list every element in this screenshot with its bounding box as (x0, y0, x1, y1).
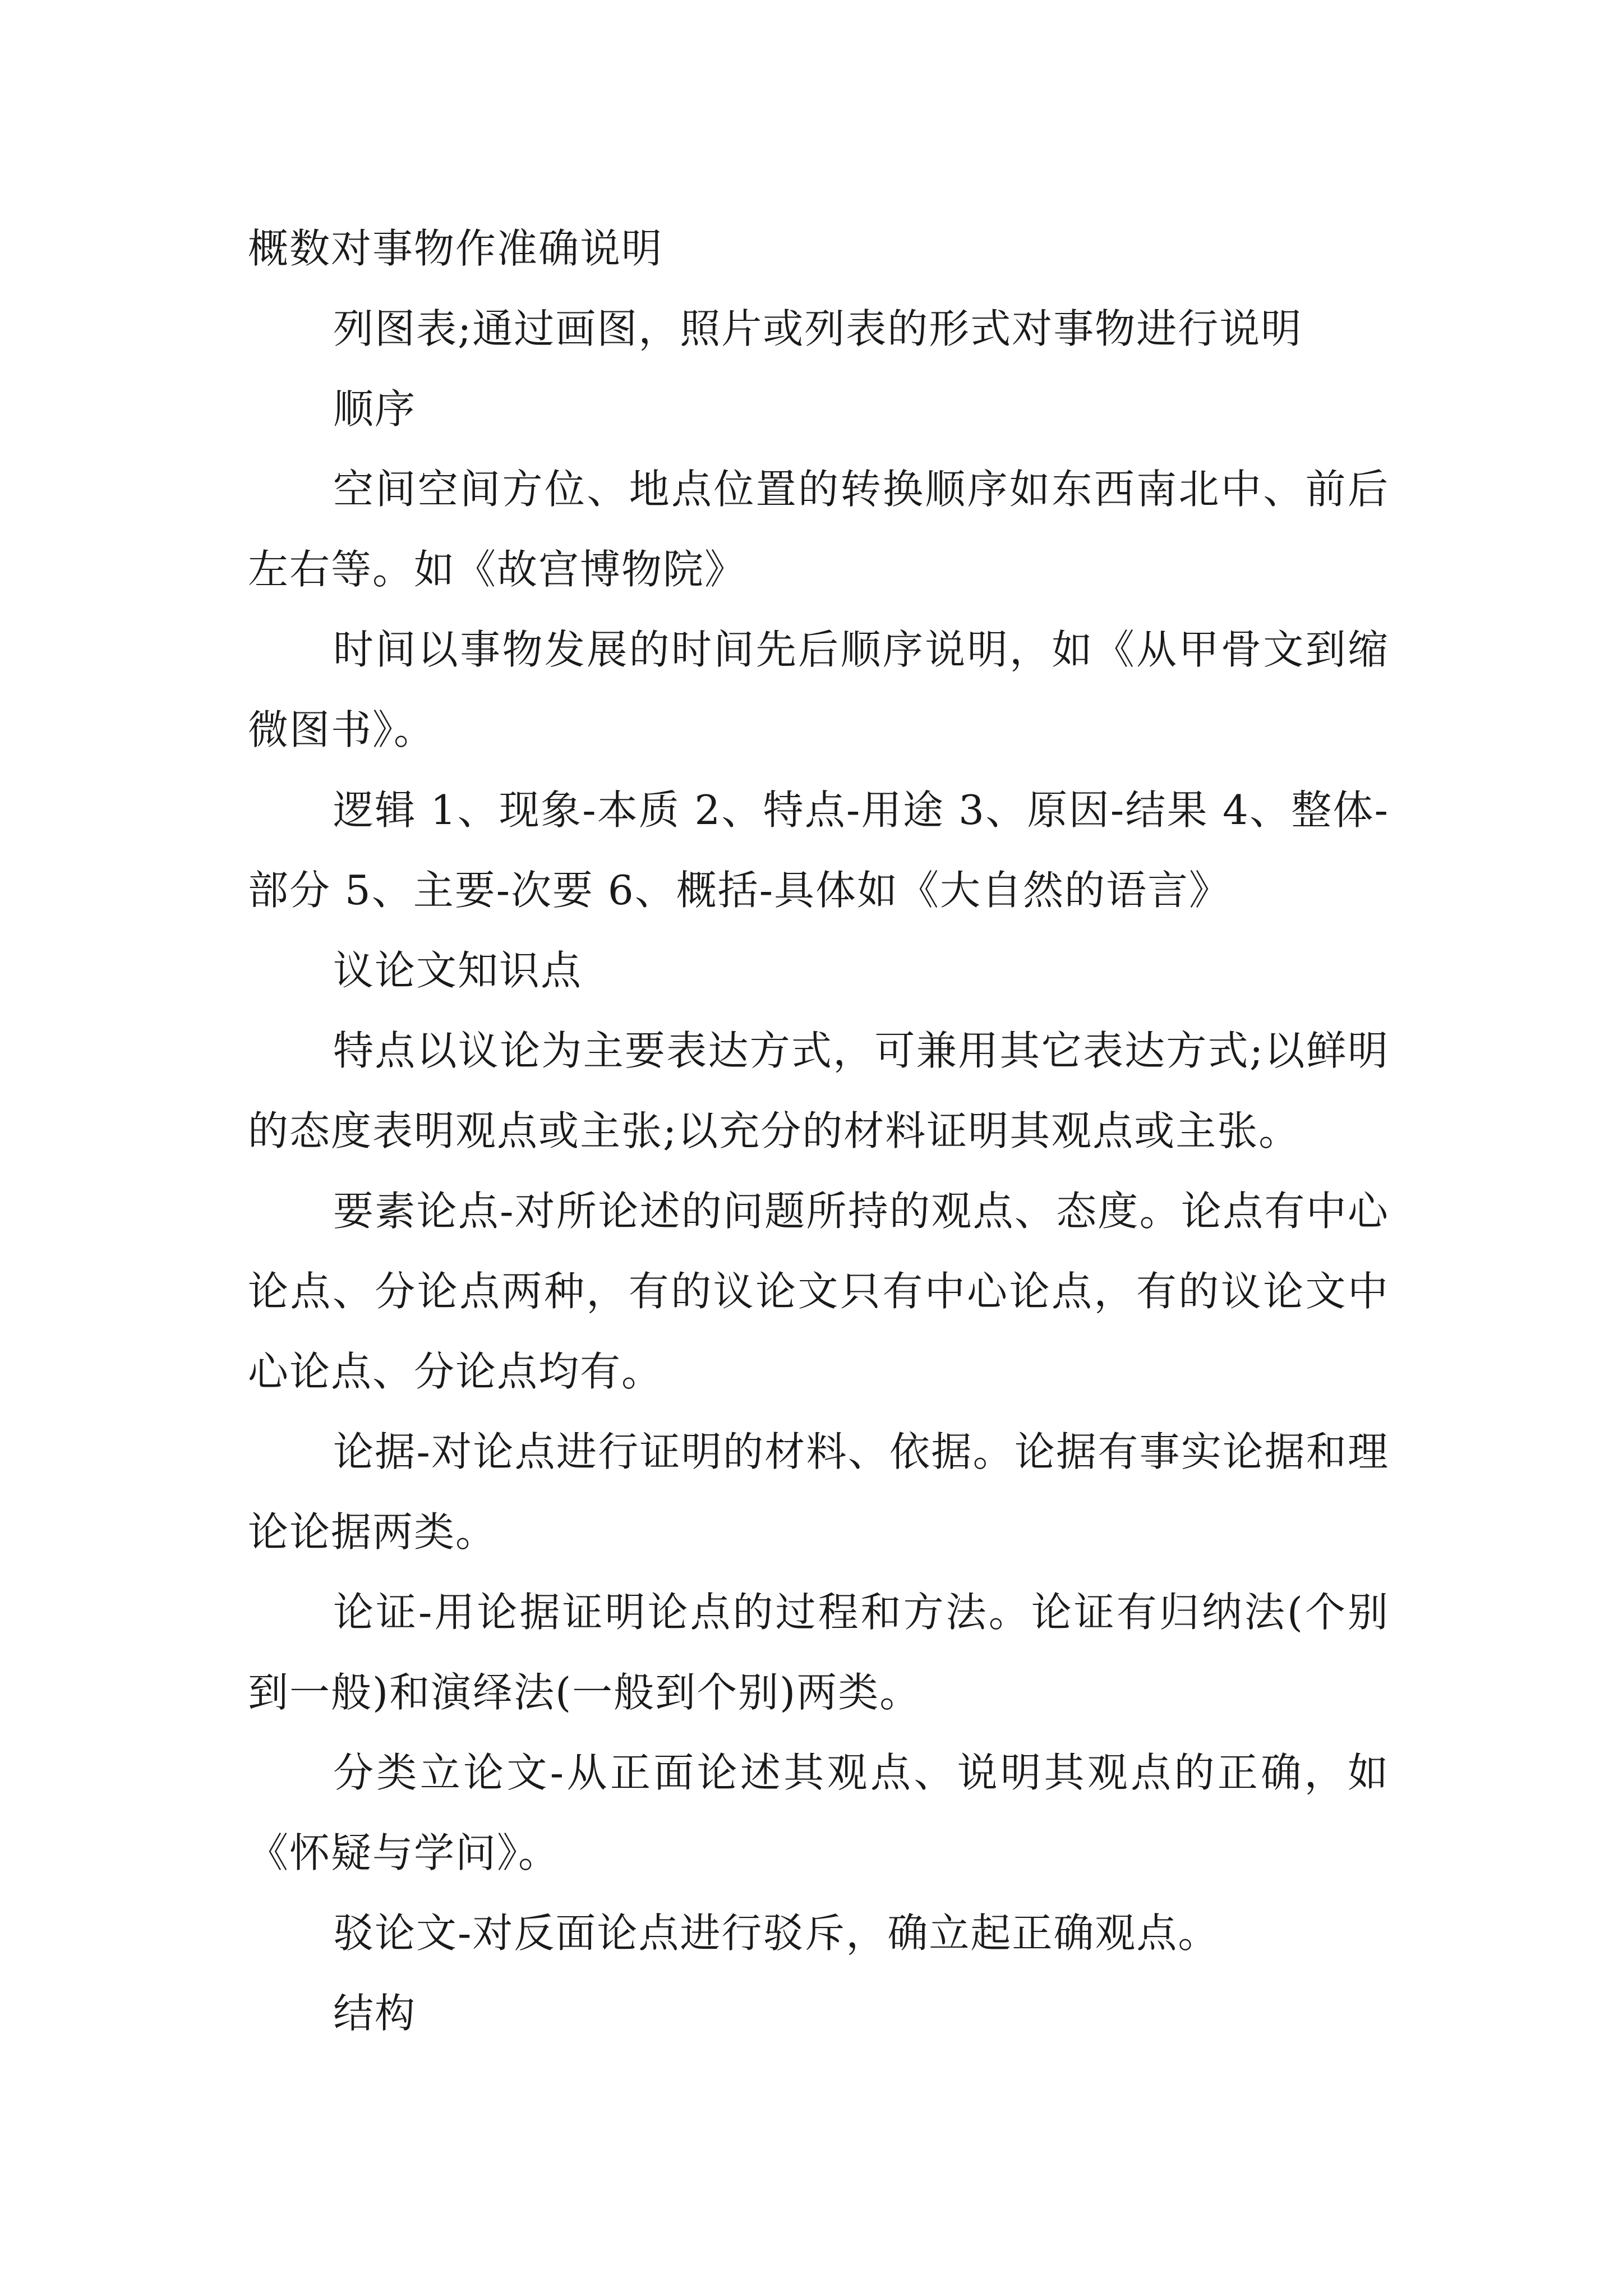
section-heading: 结构 (333, 1990, 417, 2037)
paragraph: 论据-对论点进行证明的材料、依据。论据有事实论据和理论论据两类。 (248, 1428, 1389, 1556)
section-heading: 议论文知识点 (333, 947, 583, 994)
paragraph: 逻辑 1、现象-本质 2、特点-用途 3、原因-结果 4、整体-部分 5、主要-次要 6、概括-具体如《大自然的语言》 (248, 786, 1389, 914)
paragraph: 列图表;通过画图，照片或列表的形式对事物进行说明 (333, 305, 1303, 352)
paragraph: 空间空间方位、地点位置的转换顺序如东西南北中、前后左右等。如《故宫博物院》 (248, 466, 1389, 593)
paragraph: 分类立论文-从正面论述其观点、说明其观点的正确，如《怀疑与学问》。 (248, 1749, 1389, 1876)
paragraph: 特点以议论为主要表达方式，可兼用其它表达方式;以鲜明的态度表明观点或主张;以充分的材料证明其观点或主张。 (248, 1027, 1389, 1154)
section-heading: 顺序 (333, 385, 417, 432)
document-body (248, 209, 1389, 2054)
paragraph: 概数对事物作准确说明 (248, 225, 663, 272)
paragraph: 要素论点-对所论述的问题所持的观点、态度。论点有中心论点、分论点两种，有的议论文只有中心论点，有的议论文中心论点、分论点均有。 (248, 1188, 1389, 1395)
paragraph: 驳论文-对反面论点进行驳斥，确立起正确观点。 (333, 1910, 1220, 1957)
paragraph: 时间以事物发展的时间先后顺序说明，如《从甲骨文到缩微图书》。 (248, 626, 1389, 753)
paragraph: 论证-用论据证明论点的过程和方法。论证有归纳法(个别到一般)和演绎法(一般到个别)两类。 (248, 1589, 1389, 1716)
